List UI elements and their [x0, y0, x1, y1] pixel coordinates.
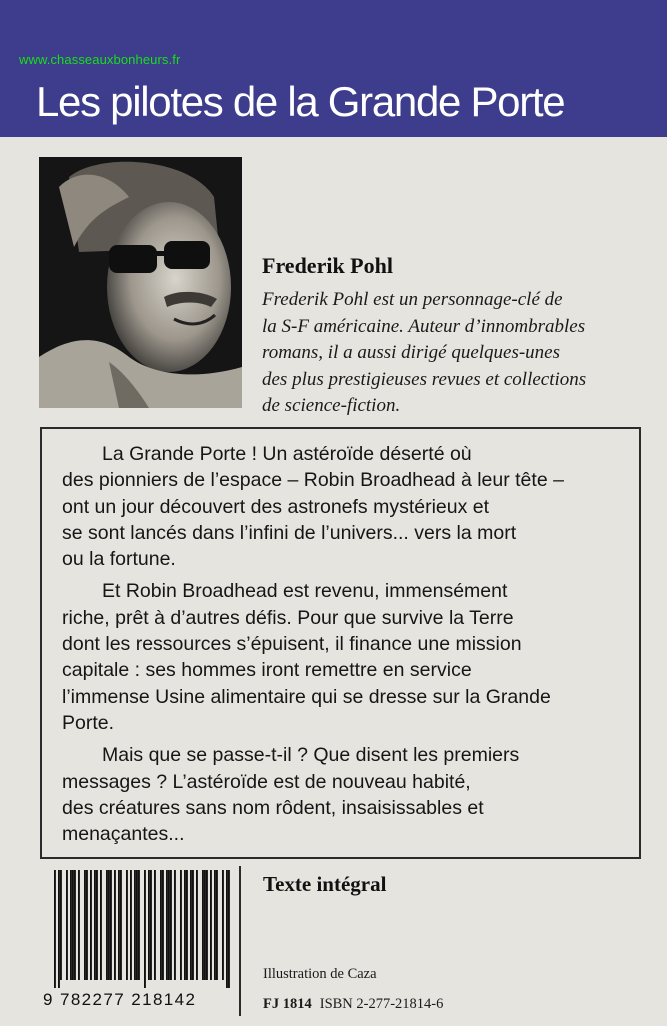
- book-title: Les pilotes de la Grande Porte: [36, 78, 565, 125]
- catalog-code: FJ 1814: [263, 996, 312, 1012]
- barcode-bar: [222, 870, 224, 980]
- barcode-bar: [228, 870, 230, 988]
- edition-note: Texte intégral: [263, 872, 387, 896]
- barcode-icon: [54, 870, 230, 988]
- barcode-bar: [90, 870, 92, 980]
- barcode-bar: [186, 870, 188, 980]
- bio-line: de science-fiction.: [262, 395, 401, 416]
- barcode-bar: [154, 870, 156, 980]
- blurb-line: l’immense Usine alimentaire qui se dresse sur la Grande: [62, 685, 551, 708]
- barcode-bar: [196, 870, 198, 980]
- blurb-line: menaçantes...: [62, 823, 185, 846]
- blurb-paragraph: [62, 441, 632, 572]
- barcode-bar: [106, 870, 108, 980]
- barcode-bar: [84, 870, 86, 980]
- barcode-bar: [162, 870, 164, 980]
- barcode-bar: [148, 870, 150, 980]
- barcode-bar: [108, 870, 110, 980]
- barcode-bar: [118, 870, 120, 980]
- blurb-line: Et Robin Broadhead est revenu, immensément: [102, 580, 508, 603]
- isbn-number: ISBN 2-277-21814-6: [319, 996, 444, 1012]
- blurb-line: riche, prêt à d’autres défis. Pour que survive la Terre: [62, 606, 514, 629]
- blurb-line: ont un jour découvert des astronefs mystérieux et: [62, 495, 490, 518]
- barcode-bar: [86, 870, 88, 980]
- barcode-bar: [138, 870, 140, 980]
- barcode-bar: [130, 870, 132, 980]
- barcode-bar: [134, 870, 136, 980]
- barcode-bar: [136, 870, 138, 980]
- barcode-bar: [180, 870, 182, 980]
- barcode-bar: [168, 870, 170, 980]
- blurb-line: ou la fortune.: [62, 548, 176, 571]
- barcode-bar: [60, 870, 62, 980]
- blurb-line: se sont lancés dans l’infini de l’univers... vers la mort: [62, 521, 517, 544]
- barcode-bar: [170, 870, 172, 980]
- blurb-line: des créatures sans nom rôdent, insaisissables et: [62, 796, 484, 819]
- author-name: Frederik Pohl: [262, 253, 393, 278]
- blurb-paragraph: [62, 578, 632, 736]
- barcode-bar: [126, 870, 128, 980]
- barcode-bar: [114, 870, 116, 980]
- barcode-bar: [192, 870, 194, 980]
- bio-line: la S-F américaine. Auteur d’innombrables: [262, 315, 586, 337]
- barcode-bar: [74, 870, 76, 980]
- barcode-bar: [100, 870, 102, 980]
- illustration-credit: Illustration de Caza: [263, 966, 377, 982]
- barcode-bar: [210, 870, 212, 980]
- bio-line: romans, il a aussi dirigé quelques-unes: [262, 342, 561, 363]
- barcode-bar: [202, 870, 204, 980]
- author-photo: [39, 157, 242, 408]
- barcode-bar: [94, 870, 96, 980]
- bio-line: Frederik Pohl est un personnage-clé de: [262, 289, 563, 310]
- barcode-bar: [160, 870, 162, 980]
- barcode-bar: [184, 870, 186, 980]
- barcode-bar: [226, 870, 228, 988]
- barcode-bar: [174, 870, 176, 980]
- barcode-bar: [190, 870, 192, 980]
- barcode-bar: [206, 870, 208, 980]
- barcode-bar: [58, 870, 60, 988]
- bio-line: des plus prestigieuses revues et collections: [262, 368, 587, 390]
- barcode-bar: [110, 870, 112, 980]
- barcode-bar: [144, 870, 146, 988]
- author-portrait-image: [39, 157, 242, 408]
- blurb-line: capitale : ses hommes iront remettre en service: [62, 659, 472, 682]
- barcode-bar: [70, 870, 72, 980]
- blurb-paragraph: [62, 742, 632, 847]
- blurb-line: messages ? L’astéroïde est de nouveau habité,: [62, 770, 471, 793]
- barcode-bar: [204, 870, 206, 980]
- barcode-bar: [78, 870, 80, 980]
- isbn-line: [263, 996, 443, 1013]
- barcode-bar: [96, 870, 98, 980]
- author-bio: [262, 287, 657, 420]
- barcode-bar: [66, 870, 68, 980]
- barcode-bar: [120, 870, 122, 980]
- blurb-text: [62, 441, 632, 853]
- barcode-bar: [54, 870, 56, 988]
- blurb-line: Porte.: [62, 711, 115, 734]
- barcode-bar: [214, 870, 216, 980]
- barcode-number: 9 782277 218142: [43, 990, 197, 1009]
- barcode-bar: [216, 870, 218, 980]
- barcode-bar: [72, 870, 74, 980]
- barcode-bar: [166, 870, 168, 980]
- blurb-line: Mais que se passe-t-il ? Que disent les premiers: [102, 744, 520, 767]
- blurb-line: La Grande Porte ! Un astéroïde déserté où: [102, 443, 472, 465]
- blurb-line: dont les ressources s’épuisent, il finance une mission: [62, 633, 522, 656]
- watermark-text: www.chasseauxbonheurs.fr: [19, 52, 181, 67]
- barcode-bar: [150, 870, 152, 980]
- blurb-line: des pionniers de l’espace – Robin Broadhead à leur tête –: [62, 469, 564, 492]
